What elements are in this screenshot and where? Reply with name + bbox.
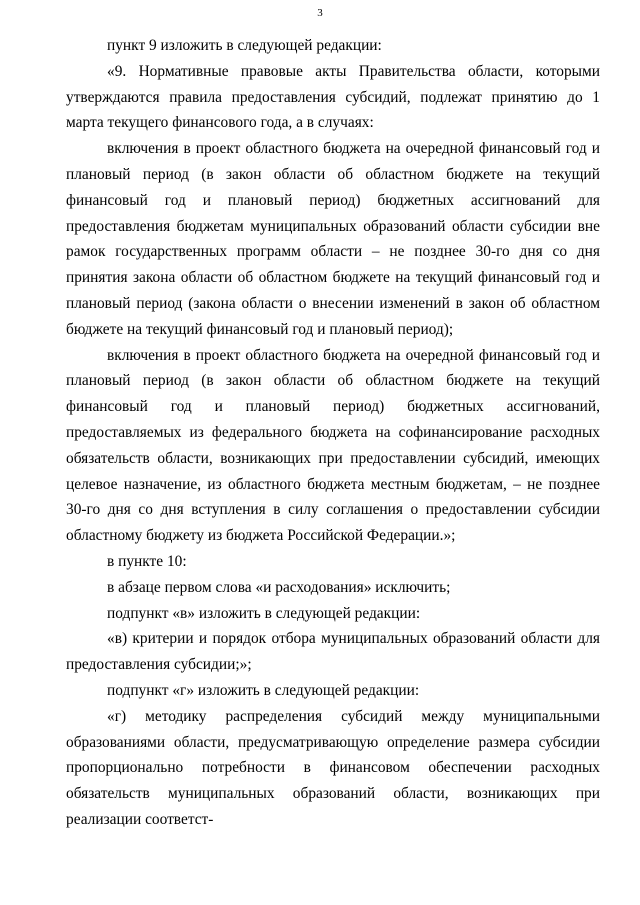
page-number: 3 (317, 7, 323, 19)
paragraph-item-9-text: «9. Нормативные правовые акты Правительства области, которыми утверждаются правила предоставления субсидий, подлежат принятию до 1 марта текущего финансового года, а в случаях: (66, 62, 600, 132)
paragraph-first-abzac-change: в абзаце первом слова «и расходования» исключить; (107, 578, 451, 596)
paragraph-subitem-v-intro: подпункт «в» изложить в следующей редакции: (107, 604, 421, 622)
paragraph-case-federal-cofinancing: включения в проект областного бюджета на очередной финансовый год и плановый период (в закон области об областном бюджете на текущий финансовый год и плановый период) бюджетных ассигнований, предоставляемых из федерального бюджета на софинансирование расходных обязательств области, возникающих при предоставлении субсидий, имеющих целевое назначение, из областного бюджета местным бюджетам, – не позднее 30-го дня со дня вступления в силу соглашения о предоставлении субсидии областному бюджету из бюджета Российской Федерации.»; (66, 346, 600, 545)
paragraph-case-outside-programs: включения в проект областного бюджета на очередной финансовый год и плановый период (в закон области об областном бюджете на текущий финансовый год и плановый период) бюджетных ассигнований для предоставления бюджетам муниципальных образований области субсидии вне рамок государственных программ области – не позднее 30-го дня со дня принятия закона области об областном бюджете на текущий финансовый год и плановый период (закона области о внесении изменений в закон об областном бюджете на текущий финансовый год и плановый период); (66, 140, 600, 338)
paragraph-subitem-g-text: «г) методику распределения субсидий между муниципальными образованиями области, предусматривающую определение размера субсидии пропорционально потребности в финансовом обеспечении расходных обязательств муниципальных образований области, возникающих при реализации соответст- (66, 707, 600, 828)
document-body (66, 33, 600, 833)
paragraph-item-9-intro: пункт 9 изложить в следующей редакции: (107, 37, 382, 54)
paragraph-item-10-intro: в пункте 10: (107, 552, 187, 570)
paragraph-subitem-g-intro: подпункт «г» изложить в следующей редакции: (107, 681, 420, 699)
paragraph-subitem-v-text: «в) критерии и порядок отбора муниципальных образований области для предоставления субсидии;»; (66, 630, 600, 674)
